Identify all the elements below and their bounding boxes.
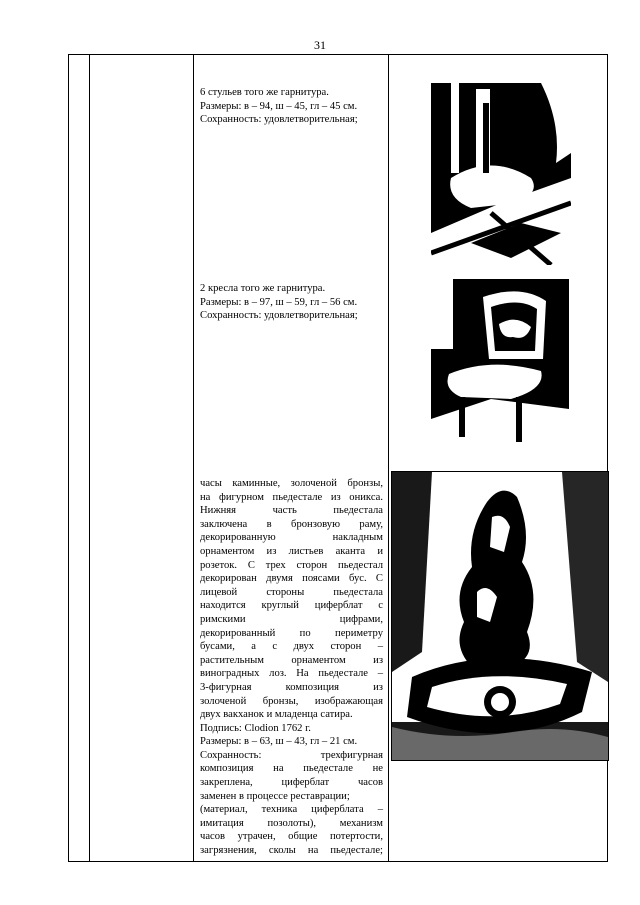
text-line: 2 кресла того же гарнитура. [200,283,326,294]
page-number: 31 [314,38,326,52]
column-divider [89,55,90,861]
text-line: Подпись: Clodion 1762 г. [200,722,311,734]
column-divider [388,55,389,861]
text-line: Сохранность: удовлетворительная; [200,310,358,322]
text-line: Сохранность: удовлетворительная; [200,114,358,126]
text-line: композиция на пьедестале не [200,763,383,775]
text-line: часов утрачен, общие потертости, [200,831,383,843]
text-line: римскими цифрами, [200,613,383,625]
text-line: (материал, техника циферблата – [200,804,383,816]
text-line: 6 стульев того же гарнитура. [200,87,329,98]
column-divider [193,55,194,861]
chair-image [431,83,571,265]
item-description-armchairs [200,282,383,323]
chair-photo [431,83,571,265]
text-line: имитация позолоты), механизм [200,817,383,829]
text-line: розеток. С трех сторон пьедестал [200,559,383,571]
text-line: находится круглый циферблат с [200,600,383,612]
text-line: заключена в бронзовую раму, [200,518,383,530]
text-line: двух вакханок и младенца сатира. [200,709,353,721]
text-line: Нижняя часть пьедестала [200,505,383,517]
item-description-clock [200,477,383,858]
text-line: 3-фигурная композиция из [200,681,383,693]
text-line: часы каминные, золоченой бронзы, [200,478,383,489]
item-description-chairs [200,86,383,127]
clock-image [392,472,608,760]
text-line: заменен в процессе реставрации; [200,790,350,802]
text-line: Размеры: в – 97, ш – 59, гл – 56 см. [200,296,358,308]
text-line: декорированную накладным [200,532,383,544]
text-line: растительным орнаментом из [200,654,383,666]
text-line: Сохранность: трехфигурная [200,749,383,761]
text-line: виноградных лоз. На пьедестале – [200,668,383,680]
armchair-image [431,279,569,459]
text-line: Размеры: в – 63, ш – 43, гл – 21 см. [200,736,358,748]
inventory-table [68,54,608,862]
text-line: золоченой бронзы, изображающая [200,695,383,707]
text-line: декорированный по периметру [200,627,383,639]
text-line: декорирован двумя поясами бус. С [200,573,383,585]
text-line: орнаментом из листьев аканта и [200,545,383,557]
text-line: загрязнения, сколы на пьедестале; [200,845,383,857]
text-line: на фигурном пьедестале из оникса. [200,491,383,503]
text-line: лицевой стороны пьедестала [200,586,383,598]
armchair-photo [431,279,569,459]
clock-photo [391,471,609,761]
text-line: бусами, а с двух сторон – [200,641,383,653]
text-line: закреплена, циферблат часов [200,777,383,789]
text-line: Размеры: в – 94, ш – 45, гл – 45 см. [200,100,358,112]
